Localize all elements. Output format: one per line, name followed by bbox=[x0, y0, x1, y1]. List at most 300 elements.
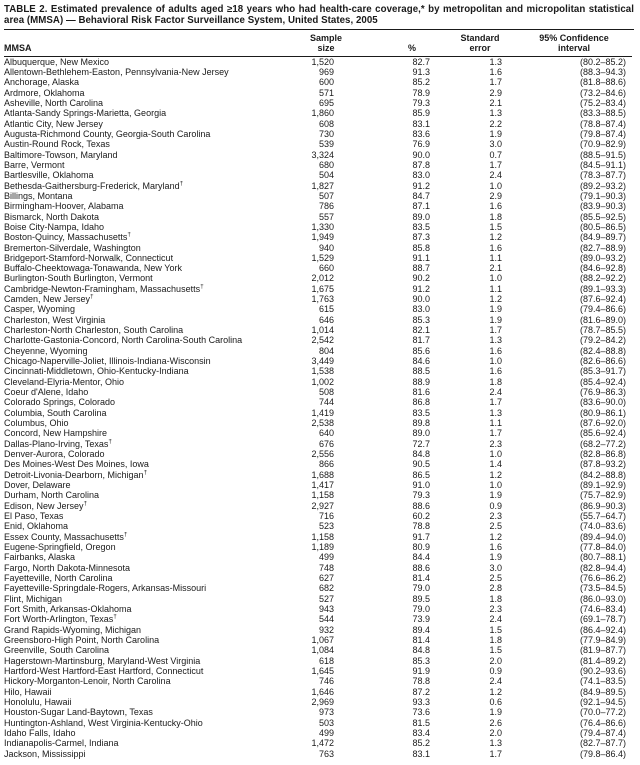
mmsa-cell: Cincinnati-Middletown, Ohio-Kentucky-Indiana bbox=[4, 366, 189, 377]
table-row bbox=[4, 304, 632, 314]
percent-cell: 91.2 bbox=[412, 283, 430, 294]
confidence-interval-cell: (86.9–90.3) bbox=[579, 500, 626, 511]
mmsa-cell: Bismarck, North Dakota bbox=[4, 211, 100, 222]
standard-error-cell: 1.0 bbox=[489, 449, 502, 460]
standard-error-cell: 0.9 bbox=[489, 665, 502, 676]
table-body bbox=[4, 56, 632, 759]
confidence-interval-cell: (82.8–86.8) bbox=[579, 449, 626, 460]
standard-error-cell: 1.6 bbox=[489, 345, 502, 356]
mmsa-cell: Hartford-West Hartford-East Hartford, Connecticut bbox=[4, 665, 204, 676]
dagger-footnote-marker: † bbox=[200, 283, 204, 290]
table-row bbox=[4, 346, 632, 356]
mmsa-cell: Boise City-Nampa, Idaho bbox=[4, 221, 105, 232]
percent-cell: 89.5 bbox=[412, 593, 430, 604]
col-header-percent: % bbox=[342, 30, 436, 57]
table-row bbox=[4, 201, 632, 211]
confidence-interval-cell: (86.4–92.4) bbox=[579, 624, 626, 635]
table-row bbox=[4, 635, 632, 645]
table-title: TABLE 2. Estimated prevalence of adults aged ≥18 years who had health-care coverage,* by metropolitan and micropolitan statistical area (MMSA) — Behavioral Risk Factor Surveillance System, United States, 2005 bbox=[4, 4, 634, 30]
mmsa-cell: Fairbanks, Alaska bbox=[4, 552, 76, 563]
sample-size-cell: 523 bbox=[318, 521, 334, 532]
sample-size-cell: 557 bbox=[318, 211, 334, 222]
percent-cell: 91.7 bbox=[412, 531, 430, 542]
sample-size-cell: 695 bbox=[318, 97, 334, 108]
confidence-interval-cell: (84.2–88.8) bbox=[579, 469, 626, 480]
mmsa-cell: Cleveland-Elyria-Mentor, Ohio bbox=[4, 376, 125, 387]
table-row bbox=[4, 273, 632, 283]
sample-size-cell: 763 bbox=[318, 748, 334, 759]
confidence-interval-cell: (75.2–83.4) bbox=[579, 97, 626, 108]
table-row bbox=[4, 56, 632, 67]
confidence-interval-cell: (78.7–85.5) bbox=[579, 325, 626, 336]
percent-cell: 79.3 bbox=[412, 97, 430, 108]
confidence-interval-cell: (84.9–89.7) bbox=[579, 232, 626, 243]
confidence-interval-cell: (74.6–83.4) bbox=[579, 603, 626, 614]
percent-cell: 82.7 bbox=[412, 56, 430, 67]
mmsa-cell: Baltimore-Towson, Maryland bbox=[4, 149, 118, 160]
standard-error-cell: 1.2 bbox=[489, 232, 502, 243]
sample-size-cell: 3,449 bbox=[311, 356, 334, 367]
mmsa-cell: Bridgeport-Stamford-Norwalk, Connecticut bbox=[4, 252, 174, 263]
standard-error-cell: 1.5 bbox=[489, 221, 502, 232]
standard-error-cell: 1.5 bbox=[489, 624, 502, 635]
standard-error-cell: 2.9 bbox=[489, 190, 502, 201]
confidence-interval-cell: (82.7–87.7) bbox=[579, 738, 626, 749]
standard-error-cell: 2.8 bbox=[489, 583, 502, 594]
table-row bbox=[4, 335, 632, 345]
table-row bbox=[4, 697, 632, 707]
percent-cell: 86.5 bbox=[412, 469, 430, 480]
standard-error-cell: 1.2 bbox=[489, 469, 502, 480]
standard-error-cell: 1.3 bbox=[489, 108, 502, 119]
sample-size-cell: 2,969 bbox=[311, 696, 334, 707]
table-row bbox=[4, 666, 632, 676]
col-header-line: Standard bbox=[460, 32, 500, 43]
sample-size-cell: 539 bbox=[318, 139, 334, 150]
dagger-footnote-marker: † bbox=[113, 614, 117, 621]
sample-size-cell: 615 bbox=[318, 304, 334, 315]
confidence-interval-cell: (79.2–84.2) bbox=[579, 335, 626, 346]
confidence-interval-cell: (89.2–93.2) bbox=[579, 180, 626, 191]
mmsa-cell: Charleston, West Virginia bbox=[4, 314, 106, 325]
percent-cell: 84.7 bbox=[412, 190, 430, 201]
mmsa-cell: Dover, Delaware bbox=[4, 480, 71, 491]
col-header-line: error bbox=[469, 43, 491, 54]
percent-cell: 90.0 bbox=[412, 149, 430, 160]
confidence-interval-cell: (82.8–94.4) bbox=[579, 562, 626, 573]
sample-size-cell: 499 bbox=[318, 727, 334, 738]
mmsa-cell: Barre, Vermont bbox=[4, 159, 65, 170]
sample-size-cell: 503 bbox=[318, 717, 334, 728]
confidence-interval-cell: (89.1–93.3) bbox=[579, 283, 626, 294]
col-header-sample-size bbox=[296, 30, 342, 57]
confidence-interval-cell: (77.9–84.9) bbox=[579, 634, 626, 645]
table-row bbox=[4, 676, 632, 686]
table-row bbox=[4, 108, 632, 118]
confidence-interval-cell: (81.9–87.7) bbox=[579, 645, 626, 656]
table-row bbox=[4, 656, 632, 666]
sample-size-cell: 1,084 bbox=[311, 645, 334, 656]
standard-error-cell: 1.0 bbox=[489, 273, 502, 284]
standard-error-cell: 2.4 bbox=[489, 387, 502, 398]
standard-error-cell: 1.7 bbox=[489, 325, 502, 336]
mmsa-cell: Idaho Falls, Idaho bbox=[4, 727, 76, 738]
sample-size-cell: 969 bbox=[318, 66, 334, 77]
percent-cell: 90.5 bbox=[412, 459, 430, 470]
table-row bbox=[4, 490, 632, 500]
percent-cell: 85.2 bbox=[412, 738, 430, 749]
standard-error-cell: 2.3 bbox=[489, 603, 502, 614]
table-row bbox=[4, 470, 632, 480]
standard-error-cell: 1.6 bbox=[489, 542, 502, 553]
standard-error-cell: 2.5 bbox=[489, 521, 502, 532]
table-row bbox=[4, 542, 632, 552]
percent-cell: 83.4 bbox=[412, 727, 430, 738]
sample-size-cell: 600 bbox=[318, 77, 334, 88]
percent-cell: 89.8 bbox=[412, 418, 430, 429]
percent-cell: 83.5 bbox=[412, 221, 430, 232]
standard-error-cell: 2.4 bbox=[489, 614, 502, 625]
standard-error-cell: 1.2 bbox=[489, 686, 502, 697]
confidence-interval-cell: (74.1–83.5) bbox=[579, 676, 626, 687]
mmsa-cell: Buffalo-Cheektowaga-Tonawanda, New York bbox=[4, 263, 182, 274]
sample-size-cell: 571 bbox=[318, 87, 334, 98]
table-row bbox=[4, 521, 632, 531]
mmsa-cell: Albuquerque, New Mexico bbox=[4, 56, 110, 67]
sample-size-cell: 2,538 bbox=[311, 418, 334, 429]
mmsa-cell: Fort Smith, Arkansas-Oklahoma bbox=[4, 603, 132, 614]
sample-size-cell: 499 bbox=[318, 552, 334, 563]
col-header-mmsa: MMSA bbox=[4, 30, 296, 57]
table-row bbox=[4, 170, 632, 180]
mmsa-cell: Austin-Round Rock, Texas bbox=[4, 139, 110, 150]
confidence-interval-cell: (82.6–86.6) bbox=[579, 356, 626, 367]
percent-cell: 84.8 bbox=[412, 645, 430, 656]
percent-cell: 91.3 bbox=[412, 66, 430, 77]
dagger-footnote-marker: † bbox=[179, 180, 184, 187]
standard-error-cell: 1.8 bbox=[489, 593, 502, 604]
mmsa-cell: Honolulu, Hawaii bbox=[4, 696, 72, 707]
mmsa-cell: Chicago-Naperville-Joliet, Illinois-Indiana-Wisconsin bbox=[4, 356, 211, 367]
sample-size-cell: 527 bbox=[318, 593, 334, 604]
confidence-interval-cell: (82.7–88.9) bbox=[579, 242, 626, 253]
confidence-interval-cell: (92.1–94.5) bbox=[579, 696, 626, 707]
percent-cell: 84.4 bbox=[412, 552, 430, 563]
sample-size-cell: 1,189 bbox=[311, 542, 334, 553]
standard-error-cell: 1.6 bbox=[489, 242, 502, 253]
standard-error-cell: 1.7 bbox=[489, 428, 502, 439]
standard-error-cell: 3.0 bbox=[489, 562, 502, 573]
sample-size-cell: 507 bbox=[318, 190, 334, 201]
table-row bbox=[4, 284, 632, 294]
sample-size-cell: 1,330 bbox=[311, 221, 334, 232]
sample-size-cell: 682 bbox=[318, 583, 334, 594]
table-row bbox=[4, 501, 632, 511]
standard-error-cell: 1.6 bbox=[489, 201, 502, 212]
table-row bbox=[4, 181, 632, 191]
mmsa-cell: Eugene-Springfield, Oregon bbox=[4, 542, 116, 553]
percent-cell: 88.7 bbox=[412, 263, 430, 274]
mmsa-cell: Coeur d'Alene, Idaho bbox=[4, 387, 89, 398]
mmsa-cell: Burlington-South Burlington, Vermont bbox=[4, 273, 153, 284]
standard-error-cell: 2.4 bbox=[489, 170, 502, 181]
confidence-interval-cell: (84.9–89.5) bbox=[579, 686, 626, 697]
percent-cell: 91.0 bbox=[412, 480, 430, 491]
table-row bbox=[4, 552, 632, 562]
table-row bbox=[4, 563, 632, 573]
confidence-interval-cell: (80.9–86.1) bbox=[579, 407, 626, 418]
mmsa-cell: Essex County, Massachusetts† bbox=[4, 531, 128, 542]
sample-size-cell: 1,067 bbox=[311, 634, 334, 645]
table-row bbox=[4, 160, 632, 170]
percent-cell: 81.4 bbox=[412, 634, 430, 645]
col-header-line: 95% Confidence bbox=[539, 32, 609, 43]
mmsa-cell: Denver-Aurora, Colorado bbox=[4, 449, 105, 460]
percent-cell: 87.1 bbox=[412, 201, 430, 212]
mmsa-cell: Augusta-Richmond County, Georgia-South Carolina bbox=[4, 128, 211, 139]
mmsa-cell: Fort Worth-Arlington, Texas† bbox=[4, 614, 117, 625]
mmsa-cell: Edison, New Jersey† bbox=[4, 500, 88, 511]
table-header bbox=[4, 30, 632, 57]
confidence-interval-cell: (81.6–89.0) bbox=[579, 314, 626, 325]
mmsa-cell: Columbia, South Carolina bbox=[4, 407, 107, 418]
standard-error-cell: 1.3 bbox=[489, 56, 502, 67]
percent-cell: 91.2 bbox=[412, 180, 430, 191]
table-row bbox=[4, 749, 632, 759]
sample-size-cell: 508 bbox=[318, 387, 334, 398]
percent-cell: 90.2 bbox=[412, 273, 430, 284]
standard-error-cell: 1.7 bbox=[489, 159, 502, 170]
standard-error-cell: 2.1 bbox=[489, 97, 502, 108]
confidence-interval-cell: (87.6–92.0) bbox=[579, 418, 626, 429]
dagger-footnote-marker: † bbox=[90, 294, 94, 301]
standard-error-cell: 1.9 bbox=[489, 304, 502, 315]
mmsa-cell: Grand Rapids-Wyoming, Michigan bbox=[4, 624, 141, 635]
dagger-footnote-marker: † bbox=[83, 500, 88, 507]
percent-cell: 88.6 bbox=[412, 562, 430, 573]
table-row bbox=[4, 77, 632, 87]
confidence-interval-cell: (89.4–94.0) bbox=[579, 531, 626, 542]
mmsa-cell: Greensboro-High Point, North Carolina bbox=[4, 634, 160, 645]
mmsa-cell: Asheville, North Carolina bbox=[4, 97, 104, 108]
table-row bbox=[4, 119, 632, 129]
standard-error-cell: 1.7 bbox=[489, 397, 502, 408]
confidence-interval-cell: (77.8–84.0) bbox=[579, 542, 626, 553]
table-row bbox=[4, 232, 632, 242]
percent-cell: 81.7 bbox=[412, 335, 430, 346]
table-row bbox=[4, 718, 632, 728]
standard-error-cell: 1.3 bbox=[489, 738, 502, 749]
sample-size-cell: 2,927 bbox=[311, 500, 334, 511]
percent-cell: 76.9 bbox=[412, 139, 430, 150]
percent-cell: 88.6 bbox=[412, 500, 430, 511]
col-header-confidence-interval bbox=[508, 30, 632, 57]
confidence-interval-cell: (74.0–83.6) bbox=[579, 521, 626, 532]
confidence-interval-cell: (85.6–92.4) bbox=[579, 428, 626, 439]
percent-cell: 60.2 bbox=[412, 511, 430, 522]
sample-size-cell: 646 bbox=[318, 314, 334, 325]
sample-size-cell: 1,014 bbox=[311, 325, 334, 336]
confidence-interval-cell: (76.9–86.3) bbox=[579, 387, 626, 398]
standard-error-cell: 1.3 bbox=[489, 407, 502, 418]
mmsa-cell: Greenville, South Carolina bbox=[4, 645, 110, 656]
percent-cell: 91.1 bbox=[412, 252, 430, 263]
sample-size-cell: 940 bbox=[318, 242, 334, 253]
table-row bbox=[4, 212, 632, 222]
confidence-interval-cell: (79.4–87.4) bbox=[579, 727, 626, 738]
standard-error-cell: 2.1 bbox=[489, 263, 502, 274]
col-header-line: interval bbox=[557, 43, 590, 54]
percent-cell: 90.0 bbox=[412, 294, 430, 305]
confidence-interval-cell: (88.2–92.2) bbox=[579, 273, 626, 284]
confidence-interval-cell: (78.8–87.4) bbox=[579, 118, 626, 129]
dagger-footnote-marker: † bbox=[127, 232, 132, 239]
confidence-interval-cell: (80.2–85.2) bbox=[579, 56, 626, 67]
percent-cell: 79.0 bbox=[412, 583, 430, 594]
confidence-interval-cell: (87.8–93.2) bbox=[579, 459, 626, 470]
table-row bbox=[4, 614, 632, 624]
confidence-interval-cell: (55.7–64.7) bbox=[579, 511, 626, 522]
standard-error-cell: 1.0 bbox=[489, 180, 502, 191]
mmsa-cell: Fayetteville-Springdale-Rogers, Arkansas-Missouri bbox=[4, 583, 207, 594]
table-row bbox=[4, 150, 632, 160]
mmsa-cell: Durham, North Carolina bbox=[4, 490, 100, 501]
sample-size-cell: 1,645 bbox=[311, 665, 334, 676]
sample-size-cell: 716 bbox=[318, 511, 334, 522]
mmsa-cell: Charlotte-Gastonia-Concord, North Carolina-South Carolina bbox=[4, 335, 243, 346]
mmsa-cell: Bartlesville, Oklahoma bbox=[4, 170, 94, 181]
standard-error-cell: 1.0 bbox=[489, 356, 502, 367]
confidence-interval-cell: (68.2–77.2) bbox=[579, 438, 626, 449]
header-row bbox=[4, 30, 632, 57]
table-row bbox=[4, 604, 632, 614]
percent-cell: 85.3 bbox=[412, 655, 430, 666]
sample-size-cell: 786 bbox=[318, 201, 334, 212]
standard-error-cell: 1.2 bbox=[489, 531, 502, 542]
confidence-interval-cell: (84.6–92.8) bbox=[579, 263, 626, 274]
mmsa-cell: Birmingham-Hoover, Alabama bbox=[4, 201, 124, 212]
mmsa-cell: Billings, Montana bbox=[4, 190, 73, 201]
dagger-footnote-marker: † bbox=[108, 438, 113, 445]
mmsa-cell: El Paso, Texas bbox=[4, 511, 64, 522]
percent-cell: 83.1 bbox=[412, 748, 430, 759]
percent-cell: 85.6 bbox=[412, 345, 430, 356]
mmsa-cell: Allentown-Bethlehem-Easton, Pennsylvania-New Jersey bbox=[4, 66, 229, 77]
confidence-interval-cell: (85.3–91.7) bbox=[579, 366, 626, 377]
confidence-interval-cell: (84.5–91.1) bbox=[579, 159, 626, 170]
sample-size-cell: 730 bbox=[318, 128, 334, 139]
sample-size-cell: 2,556 bbox=[311, 449, 334, 460]
percent-cell: 81.5 bbox=[412, 717, 430, 728]
standard-error-cell: 2.2 bbox=[489, 118, 502, 129]
mmsa-cell: Jackson, Mississippi bbox=[4, 748, 86, 759]
mmsa-cell: Colorado Springs, Colorado bbox=[4, 397, 116, 408]
standard-error-cell: 1.4 bbox=[489, 459, 502, 470]
mmsa-cell: Des Moines-West Des Moines, Iowa bbox=[4, 459, 149, 470]
standard-error-cell: 0.9 bbox=[489, 500, 502, 511]
percent-cell: 81.6 bbox=[412, 387, 430, 398]
percent-cell: 87.3 bbox=[412, 232, 430, 243]
sample-size-cell: 744 bbox=[318, 397, 334, 408]
table-row bbox=[4, 408, 632, 418]
percent-cell: 86.8 bbox=[412, 397, 430, 408]
standard-error-cell: 1.9 bbox=[489, 552, 502, 563]
confidence-interval-cell: (79.1–90.3) bbox=[579, 190, 626, 201]
confidence-interval-cell: (80.7–88.1) bbox=[579, 552, 626, 563]
mmsa-cell: Atlanta-Sandy Springs-Marietta, Georgia bbox=[4, 108, 167, 119]
sample-size-cell: 504 bbox=[318, 170, 334, 181]
table-row bbox=[4, 511, 632, 521]
confidence-interval-cell: (88.5–91.5) bbox=[579, 149, 626, 160]
table-row bbox=[4, 594, 632, 604]
confidence-interval-cell: (88.3–94.3) bbox=[579, 66, 626, 77]
confidence-interval-cell: (73.5–84.5) bbox=[579, 583, 626, 594]
percent-cell: 83.1 bbox=[412, 118, 430, 129]
table-row bbox=[4, 418, 632, 428]
mmsa-cell: Concord, New Hampshire bbox=[4, 428, 108, 439]
standard-error-cell: 1.9 bbox=[489, 707, 502, 718]
table-row bbox=[4, 687, 632, 697]
percent-cell: 73.9 bbox=[412, 614, 430, 625]
confidence-interval-cell: (78.3–87.7) bbox=[579, 170, 626, 181]
confidence-interval-cell: (89.0–93.2) bbox=[579, 252, 626, 263]
percent-cell: 81.4 bbox=[412, 573, 430, 583]
sample-size-cell: 2,012 bbox=[311, 273, 334, 284]
sample-size-cell: 973 bbox=[318, 707, 334, 718]
mmsa-cell: Hagerstown-Martinsburg, Maryland-West Virginia bbox=[4, 655, 201, 666]
sample-size-cell: 544 bbox=[318, 614, 334, 625]
sample-size-cell: 1,646 bbox=[311, 686, 334, 697]
percent-cell: 89.0 bbox=[412, 211, 430, 222]
confidence-interval-cell: (80.5–86.5) bbox=[579, 221, 626, 232]
mmsa-cell: Flint, Michigan bbox=[4, 593, 63, 604]
sample-size-cell: 1,763 bbox=[311, 294, 334, 305]
standard-error-cell: 2.3 bbox=[489, 511, 502, 522]
percent-cell: 82.1 bbox=[412, 325, 430, 336]
table-row bbox=[4, 439, 632, 449]
mmsa-cell: Houston-Sugar Land-Baytown, Texas bbox=[4, 707, 153, 718]
sample-size-cell: 1,949 bbox=[311, 232, 334, 243]
sample-size-cell: 608 bbox=[318, 118, 334, 129]
table-row bbox=[4, 315, 632, 325]
table-row bbox=[4, 728, 632, 738]
percent-cell: 78.9 bbox=[412, 87, 430, 98]
percent-cell: 80.9 bbox=[412, 542, 430, 553]
col-header-line: size bbox=[317, 43, 335, 54]
confidence-interval-cell: (75.7–82.9) bbox=[579, 490, 626, 501]
percent-cell: 85.8 bbox=[412, 242, 430, 253]
standard-error-cell: 1.9 bbox=[489, 128, 502, 139]
mmsa-cell: Boston-Quincy, Massachusetts† bbox=[4, 232, 132, 243]
table-row bbox=[4, 573, 632, 583]
mmsa-cell: Atlantic City, New Jersey bbox=[4, 118, 103, 129]
percent-cell: 78.8 bbox=[412, 676, 430, 687]
table-row bbox=[4, 397, 632, 407]
percent-cell: 79.0 bbox=[412, 603, 430, 614]
confidence-interval-cell: (69.1–78.7) bbox=[579, 614, 626, 625]
mmsa-cell: Camden, New Jersey† bbox=[4, 294, 94, 305]
percent-cell: 83.5 bbox=[412, 407, 430, 418]
percent-cell: 85.9 bbox=[412, 108, 430, 119]
mmsa-cell: Indianapolis-Carmel, Indiana bbox=[4, 738, 119, 749]
percent-cell: 91.9 bbox=[412, 665, 430, 676]
table-row bbox=[4, 428, 632, 438]
table-row bbox=[4, 356, 632, 366]
table-row bbox=[4, 191, 632, 201]
table-row bbox=[4, 738, 632, 748]
standard-error-cell: 1.3 bbox=[489, 335, 502, 346]
table-row bbox=[4, 480, 632, 490]
